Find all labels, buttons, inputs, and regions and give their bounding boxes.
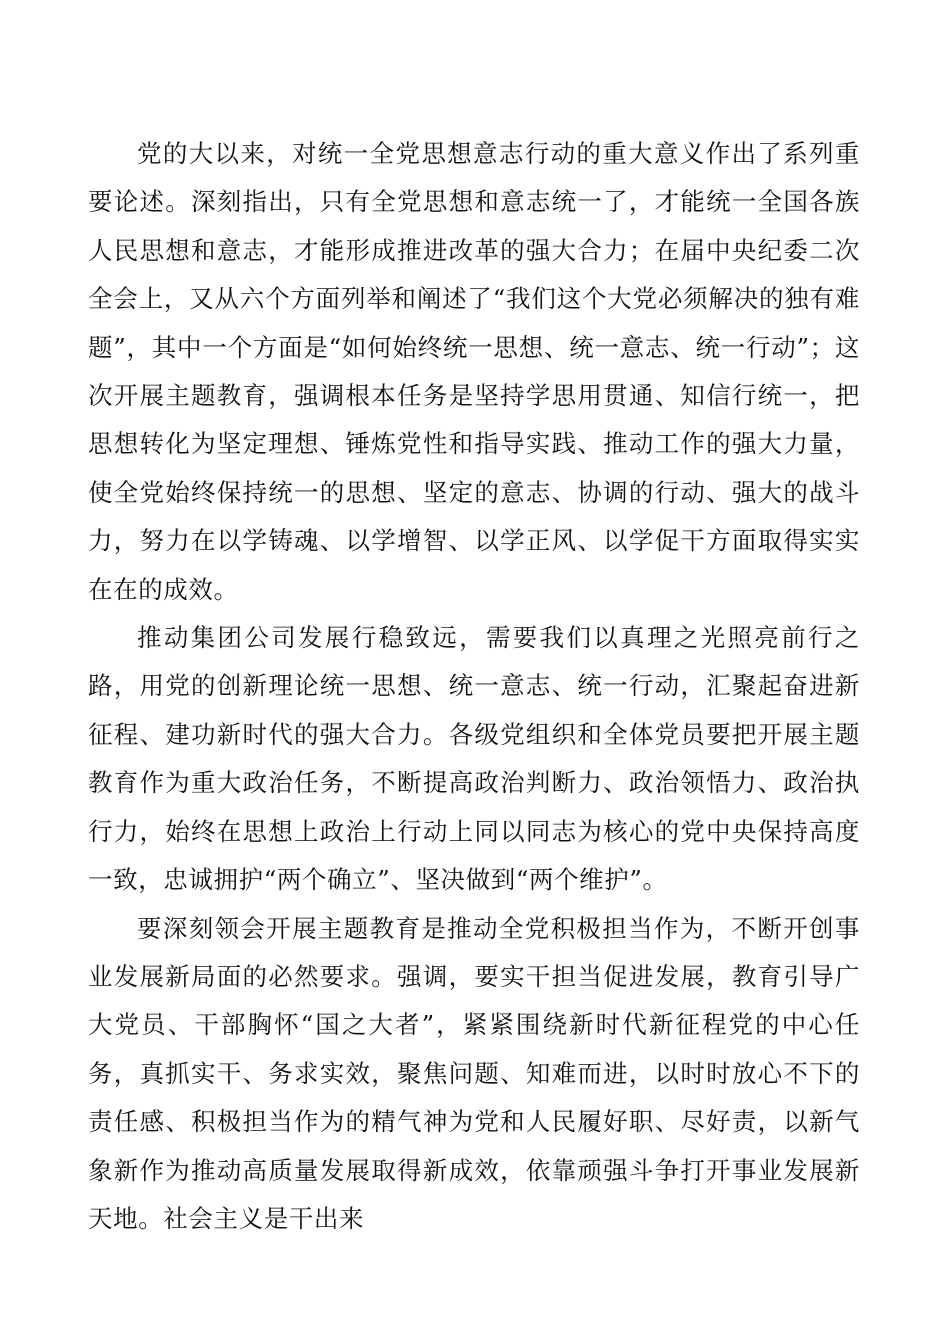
document-body bbox=[88, 130, 860, 1243]
paragraph-2: 推动集团公司发展行稳致远，需要我们以真理之光照亮前行之路，用党的创新理论统一思想、统一意志、统一行动，汇聚起奋进新征程、建功新时代的强大合力。各级党组织和全体党员要把开展主题教育作为重大政治任务，不断提高政治判断力、政治领悟力、政治执行力，始终在思想上政治上行动上同以同志为核心的党中央保持高度一致，忠诚拥护“两个确立”、坚决做到“两个维护”。 bbox=[88, 623, 860, 895]
paragraph-1: 党的大以来，对统一全党思想意志行动的重大意义作出了系列重要论述。深刻指出，只有全党思想和意志统一了，才能统一全国各族人民思想和意志，才能形成推进改革的强大合力；在届中央纪委二次全会上，又从六个方面列举和阐述了“我们这个大党必须解决的独有难题”，其中一个方面是“如何始终统一思想、统一意志、统一行动”；这次开展主题教育，强调根本任务是坚持学思用贯通、知信行统一，把思想转化为坚定理想、锤炼党性和指导实践、推动工作的强大力量，使全党始终保持统一的思想、坚定的意志、协调的行动、强大的战斗力，努力在以学铸魂、以学增智、以学正风、以学促干方面取得实实在在的成效。 bbox=[88, 139, 860, 604]
paragraph-3: 要深刻领会开展主题教育是推动全党积极担当作为，不断开创事业发展新局面的必然要求。强调，要实干担当促进发展，教育引导广大党员、干部胸怀“国之大者”，紧紧围绕新时代新征程党的中心任务，真抓实干、务求实效，聚焦问题、知难而进，以时时放心不下的责任感、积极担当作为的精气神为党和人民履好职、尽好责，以新气象新作为推动高质量发展取得新成效，依靠顽强斗争打开事业发展新天地。社会主义是干出来 bbox=[88, 913, 860, 1233]
